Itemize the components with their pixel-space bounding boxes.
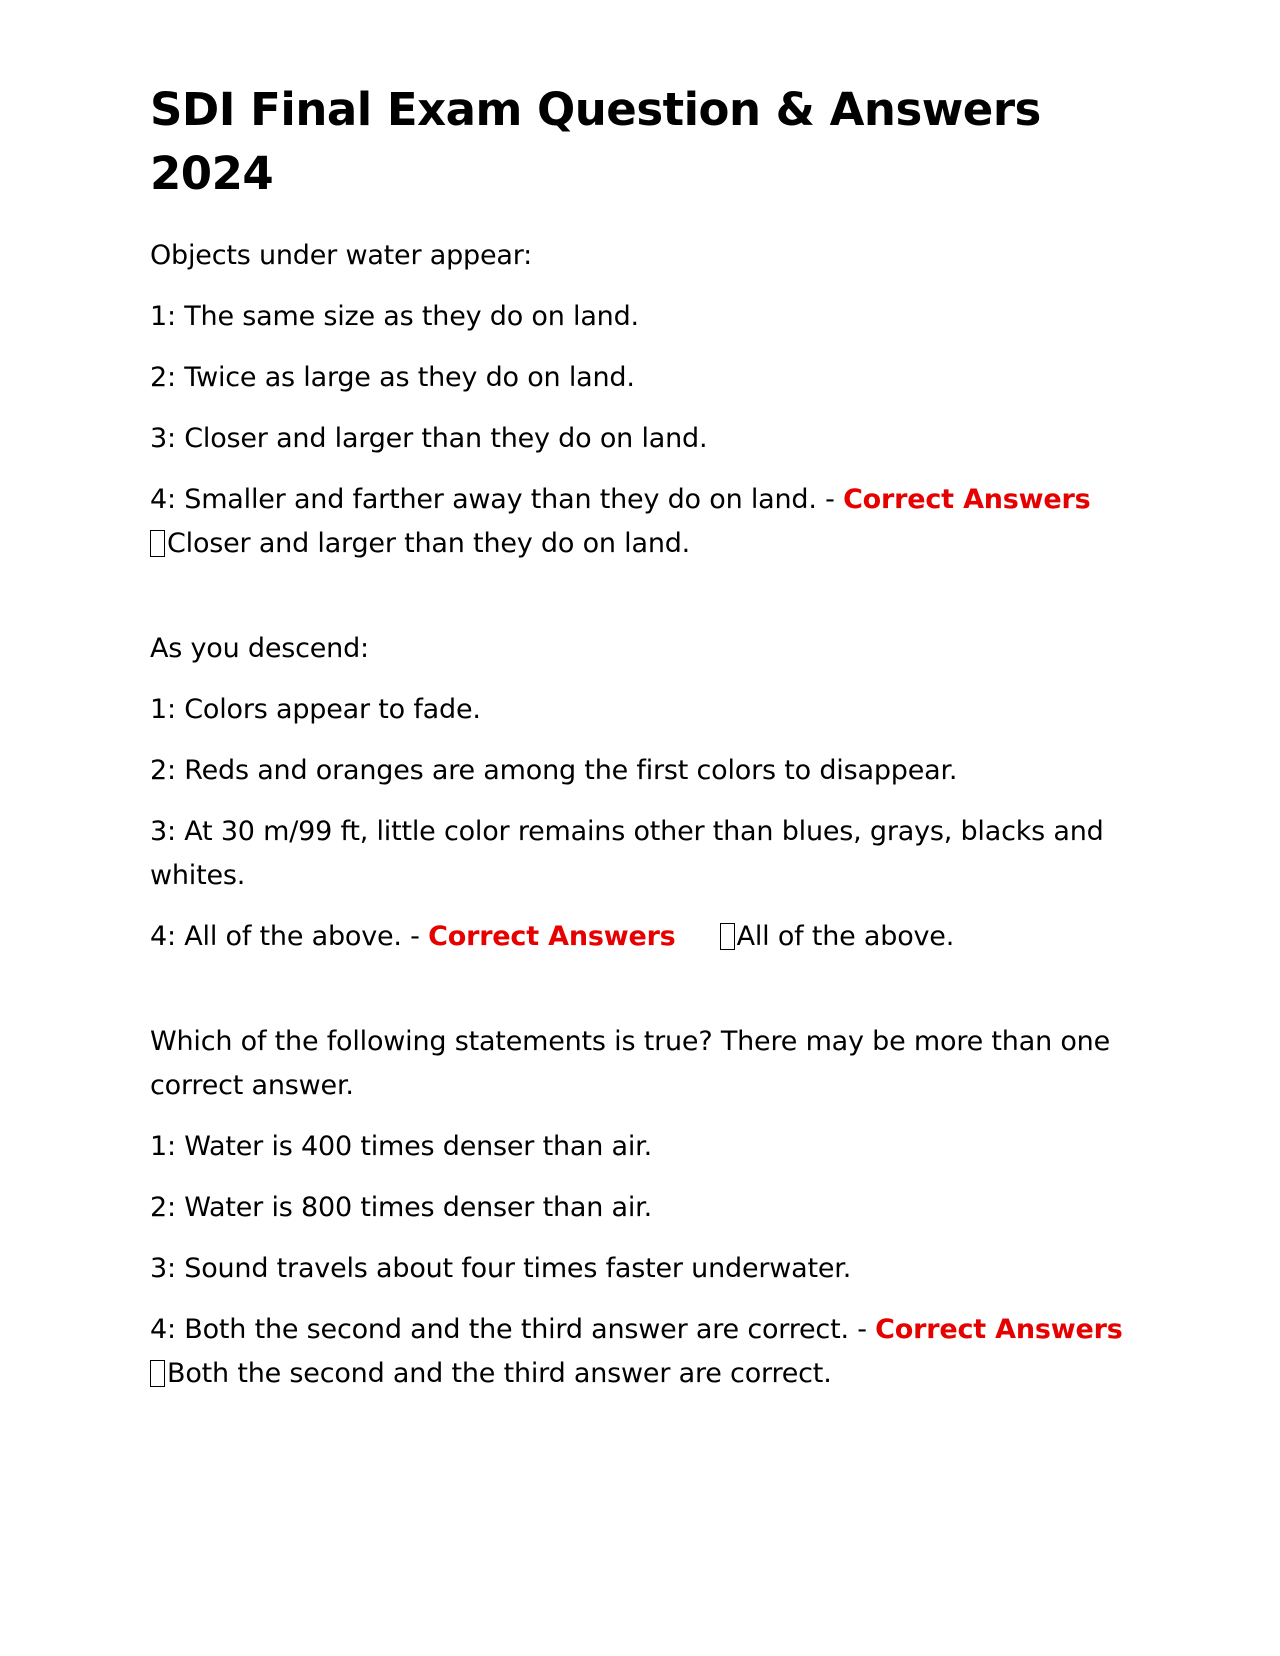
question-option: 2: Reds and oranges are among the first colors to disappear.: [150, 755, 958, 786]
question-option-with-answer: [150, 478, 1130, 566]
section-spacer: [150, 976, 1130, 1020]
question-option: 3: At 30 m/99 ft, little color remains other than blues, grays, blacks and whites.: [150, 816, 1104, 891]
question-option-text: 4: Smaller and farther away than they do on land. -: [150, 484, 844, 515]
question-prompt: As you descend:: [150, 633, 369, 664]
question-prompt: Which of the following statements is true? There may be more than one correct answer.: [150, 1026, 1111, 1101]
correct-answer-text: All of the above.: [736, 921, 955, 952]
correct-answer-text: Closer and larger than they do on land.: [167, 528, 691, 559]
question-option: 1: Colors appear to fade.: [150, 694, 481, 725]
question-option: 1: The same size as they do on land.: [150, 301, 639, 332]
document-title: SDI Final Exam Question & Answers 2024: [150, 83, 1041, 200]
question-option-with-answer: [150, 1308, 1130, 1396]
question-prompt: Objects under water appear:: [150, 240, 533, 271]
question-option: 1: Water is 400 times denser than air.: [150, 1131, 652, 1162]
correct-answers-label: Correct Answers: [428, 921, 676, 952]
question-option: 3: Sound travels about four times faster underwater.: [150, 1253, 852, 1284]
missing-glyph-icon: [150, 1360, 165, 1387]
question-block: [150, 1020, 1130, 1396]
correct-answers-label: Correct Answers: [875, 1314, 1123, 1345]
missing-glyph-icon: [150, 530, 165, 557]
question-block: [150, 627, 1130, 959]
question-option-text: 4: Both the second and the third answer are correct. -: [150, 1314, 876, 1345]
section-spacer: [150, 583, 1130, 627]
question-option-text: 4: All of the above. -: [150, 921, 429, 952]
missing-glyph-icon: [720, 923, 735, 950]
question-block: [150, 234, 1130, 566]
correct-answer-text: Both the second and the third answer are correct.: [167, 1358, 832, 1389]
question-option: 2: Water is 800 times denser than air.: [150, 1192, 652, 1223]
question-option: 3: Closer and larger than they do on land.: [150, 423, 708, 454]
correct-answers-label: Correct Answers: [843, 484, 1091, 515]
question-option-with-answer: [150, 915, 1130, 959]
document-content: [150, 78, 1130, 1413]
question-option: 2: Twice as large as they do on land.: [150, 362, 635, 393]
